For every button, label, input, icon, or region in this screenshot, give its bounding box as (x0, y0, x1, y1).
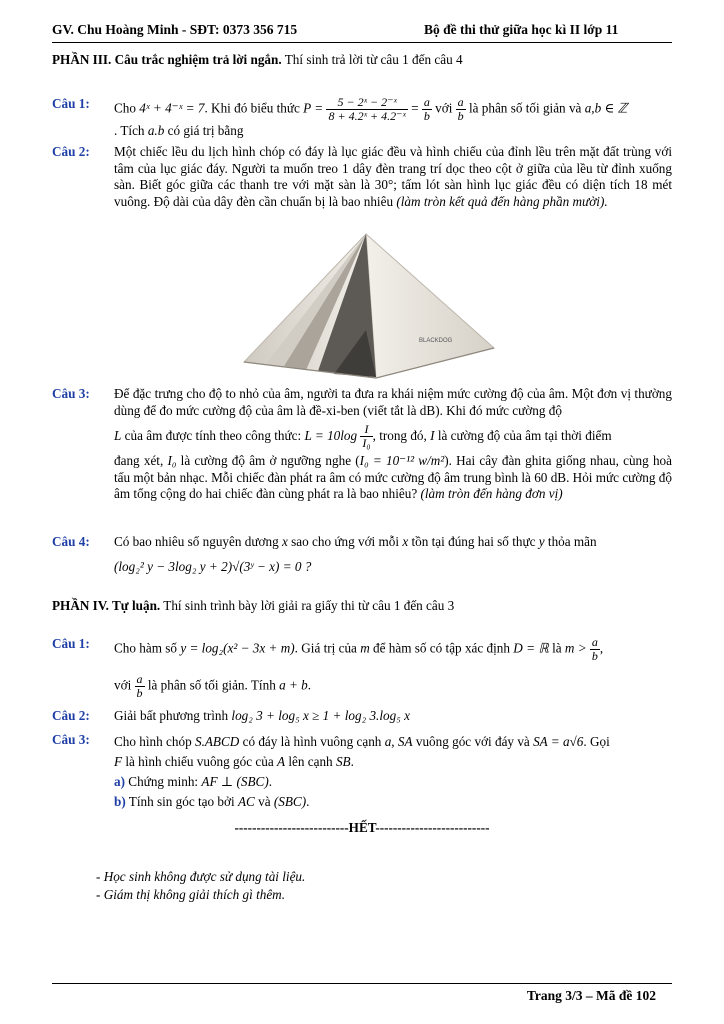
tent-brand-logo: BLACKDOG (419, 338, 453, 344)
page-header (52, 22, 672, 43)
subquestion-b-label: b) (114, 794, 126, 809)
question-label: Câu 1: (52, 636, 90, 651)
part4-title: PHẦN IV. Tự luận. (52, 598, 161, 613)
question-label: Câu 3: (52, 386, 90, 401)
expression-fraction: $\frac{\text{5 − 2ˣ − 2⁻ˣ}}{\text{8 + 4.2ˣ + 4.2⁻ˣ}}$ (328, 95, 406, 123)
part3-question-4: Câu 4: Có bao nhiêu số nguyên dương x sao cho ứng với mỗi x tồn tại đúng hai số thực y thỏa mãn (log₂² y − 3log₂ y + 2)√(3ʸ − x) = 0 ? (52, 534, 597, 574)
question-label: Câu 3: (52, 732, 90, 747)
part4-question-2: Câu 2: Giải bất phương trình log₂ 3 + log₅ x ≥ 1 + log₂ 3.log₅ x (52, 708, 410, 723)
subquestion-a-label: a) (114, 774, 125, 789)
question-label: Câu 2: (52, 144, 90, 159)
header-author: GV. Chu Hoàng Minh - SĐT: 0373 356 715 (52, 22, 298, 37)
part3-heading (52, 52, 672, 68)
decibel-formula: L = 10log (304, 428, 358, 443)
part3-question-3: Câu 3: Để đặc trưng cho độ to nhỏ của âm, người ta đưa ra khái niệm mức cường độ của âm. Một đơn vị thường dùng để đo mức cường độ của âm là đề-xi-ben (viết tắt là dB). Khi đó mức cường độ L của âm được tính theo công thức: L = 10log $\frac{I}{\text{I₀}}$ , trong đó, I là cường độ của âm tại thời điểm đang xét, I₀ là cường độ âm ở ngưỡng nghe (I₀ = 10⁻¹² w/m²). Hai cây đàn ghita giống nhau, cùng hoà tấu một bản nhạc. Mỗi chiếc đàn phát ra âm có mức cường độ âm trung bình là 60 dB. Hỏi mức cường độ âm tổng cộng do hai chiếc đàn cùng phát ra là bao nhiêu? (làm tròn đến hàng đơn vị) (52, 386, 672, 501)
note-item: - Giám thị không giải thích gì thêm. (96, 887, 285, 902)
part4-question-1: Câu 1: Cho hàm số y = log₂(x² − 3x + m). Giá trị của m để hàm số có tập xác định D = ℝ là m > $\frac{a}{b}$ , với $\frac{a}{b}$ là phân số tối giản. Tính a + b. (52, 635, 604, 700)
part4-heading (52, 598, 672, 614)
equation: (log₂² y − 3log₂ y + 2)√(3ʸ − x) = 0 ? (114, 558, 312, 574)
page-footer (52, 983, 672, 1003)
equation: 4ˣ + 4⁻ˣ = 7 (139, 100, 205, 116)
end-marker: --------------------------HẾT-------------------------- (234, 820, 490, 835)
part3-question-1: Câu 1: Cho 4ˣ + 4⁻ˣ = 7. Khi đó biểu thức P = $\frac{\text{5 − 2ˣ − 2⁻ˣ}}{\text{8 + 4.2ˣ + 4.2⁻ˣ}}$ = $\frac{a}{b}$ với $\frac{a}{b}$ là phân số tối giản và a,b ∈ ℤ . Tích a.b có giá trị bằng (52, 95, 628, 138)
notes (96, 868, 305, 904)
tent-image (226, 230, 504, 382)
question-label: Câu 1: (52, 96, 90, 111)
part4-question-3: Câu 3: Cho hình chóp S.ABCD có đáy là hình vuông cạnh a, SA vuông góc với đáy và SA = a√6. Gọi F là hình chiếu vuông góc của A lên cạnh SB. a) Chứng minh: AF ⊥ (SBC). b) Tính sin góc tạo bởi AC và (SBC). (52, 732, 610, 809)
intensity-ratio: $\frac{I}{\text{I₀}}$ (362, 422, 371, 451)
part3-title: PHẦN III. Câu trắc nghiệm trả lời ngắn. (52, 52, 282, 67)
fraction-a-b: $\frac{a}{b}$ (423, 95, 430, 123)
page-number: Trang 3/3 – Mã đề 102 (526, 988, 656, 1003)
part4-instruction: Thí sinh trình bày lời giải ra giấy thi từ câu 1 đến câu 3 (160, 598, 455, 613)
question-label: Câu 2: (52, 708, 90, 723)
header-exam-title: Bộ đề thi thử giữa học kì II lớp 11 (424, 22, 619, 37)
part3-question-2: Câu 2: Một chiếc lều du lịch hình chóp có đáy là lục giác đều và hình chiếu của đỉnh lều trên mặt đất trùng với tâm của lục giác đáy. Người ta muốn treo 1 dây đèn trang trí dọc theo cột ở giữa của lều từ đỉnh xuống sàn. Biết góc giữa các thanh tre với mặt sàn là 30°; tấm lót sàn hình lục giác đều có diện tích 18 mét vuông. Độ dài của dây đèn cần chuẩn bị là bao nhiêu (làm tròn kết quả đến hàng phần mười). (52, 144, 672, 209)
note-item: - Học sinh không được sử dụng tài liệu. (96, 869, 306, 884)
question-label: Câu 4: (52, 534, 90, 549)
fraction-a-b-2: $\frac{a}{b}$ (457, 95, 464, 123)
part3-instruction: Thí sinh trả lời từ câu 1 đến câu 4 (281, 52, 463, 67)
